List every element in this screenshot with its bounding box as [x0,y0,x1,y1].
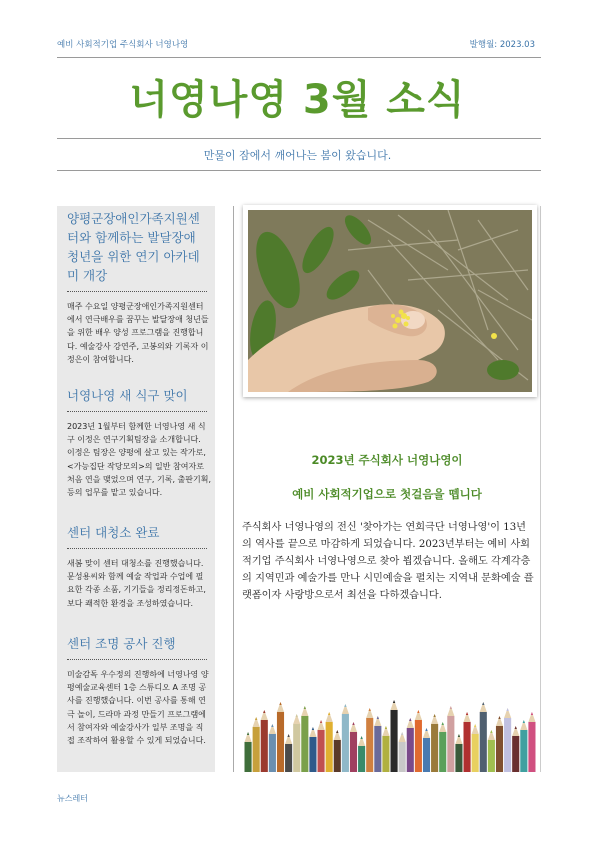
pencil [415,720,422,772]
pencil-lead [312,727,314,730]
dotted-divider [67,659,207,660]
pencil-lead [401,732,403,735]
sidebar-article-lighting [67,634,211,747]
subtitle-bottom-divider [57,170,541,171]
main-article-text: 주식회사 너영나영의 전신 '찾아가는 연희극단 너영나영'이 13년의 역사를 끝으로 마감하게 되었습니다. 2023년부터는 예비 사회적기업 주식회사 너영나영으로 찾아 뵙겠습니다. 올해도 각계각층의 지역민과 예술가를 만나 시민예술을 펼치는 지역내 문화예술 플랫폼이자 사랑방으로서 최선을 다하겠습니다. [242,522,534,601]
pencil-lead [336,730,338,733]
sidebar-article-academy [67,209,211,366]
pencil-lead [328,712,330,715]
pencil [293,724,300,772]
pencil-lead [369,708,371,711]
sidebar-article-cleaning [67,523,211,610]
sidebar [57,206,215,772]
pencil-lead [393,700,395,703]
pencil-lead [263,710,265,713]
sidebar-body: 2023년 1월부터 함께한 너영나영 새 식구 이정은 연구기획팀장을 소개합니다. 이정은 팀장은 양평에 살고 있는 작가로, <가능집단 작당모의>의 일반 참여자로 처음 연을 맺었으며 연구, 기록, 출판기획, 등의 업무를 맡고 있습니다. [67,422,211,498]
pencil [269,734,276,772]
sidebar-heading: 센터 조명 공사 진행 [67,636,176,651]
sidebar-heading: 양평군장애인가족지원센터와 함께하는 발달장애 청년을 위한 연기 아카데미 개강 [67,211,200,283]
pencil-lead [515,726,517,729]
pencil-lead [433,714,435,717]
pencil [253,727,260,772]
pencil [528,722,535,772]
pencil-lead [506,708,508,711]
pencil [520,730,527,772]
pencil-lead [417,710,419,713]
pencil [245,742,252,772]
pencil-lead [377,716,379,719]
pencil [455,744,462,772]
photo-frame [243,205,537,397]
pencil [431,724,438,772]
pencil [399,742,406,772]
pencil-lead [255,717,257,720]
pencil [423,738,430,772]
pencil-lead [247,732,249,735]
newsletter-subtitle: 만물이 잠에서 깨어나는 봄이 왔습니다. [203,149,392,162]
pencil [504,718,511,772]
pencil [496,726,503,772]
subtitle-top-divider [57,138,541,139]
pencil [382,736,389,772]
pencil-lead [296,714,298,717]
sidebar-heading: 너영나영 새 식구 맞이 [67,388,188,403]
pencil [512,736,519,772]
pencil [488,740,495,772]
pencil [480,712,487,772]
pencil [439,732,446,772]
footer-label: 뉴스레터 [57,794,88,803]
pencil [350,732,357,772]
pencil [309,737,316,772]
newsletter-title: 너영나영 3월 소식 [129,77,466,123]
sidebar-article-new-member [67,386,211,499]
header-issue-date: 발행월: 2023.03 [469,40,535,50]
pencil-lead [425,728,427,731]
pencil [391,710,398,772]
pencil-lead [409,718,411,721]
pencil [285,744,292,772]
sidebar-body: 매주 수요일 양평군장애인가족지원센터에서 연극배우를 꿈꾸는 발달장애 청년들을 위한 배우 양성 프로그램을 진행합니다. 예술강사 강연주, 고봉의와 기록자 이정은이 참여합니다. [67,302,209,364]
pencil [447,716,454,772]
dotted-divider [67,291,207,292]
right-margin-line [540,206,541,772]
pencil [277,712,284,772]
pencil-lead [304,706,306,709]
pencil [358,746,365,772]
pencil [366,718,373,772]
pencil [342,714,349,772]
sidebar-heading: 센터 대청소 완료 [67,525,160,540]
pencil-lead [523,720,525,723]
main-headline-line2: 예비 사회적기업으로 첫걸음을 뗍니다 [292,487,482,501]
hand-holding-yellow-flower-photo [248,210,532,392]
pencil-lead [344,704,346,707]
pencil [261,720,268,772]
pencil [472,734,479,772]
pencil-lead [450,706,452,709]
main-headline-line1: 2023년 주식회사 너영나영이 [311,453,463,467]
pencil-lead [531,712,533,715]
pencil [334,740,341,772]
pencil-lead [498,716,500,719]
pencil-lead [385,726,387,729]
pencil-lead [482,702,484,705]
pencil [374,726,381,772]
pencil-lead [271,724,273,727]
pencil [301,716,308,772]
sidebar-body: 미술감독 우수정의 진행하에 너영나영 양평예술교육센터 1층 스튜디오 A 조명 공사를 진행했습니다. 이번 공사를 통해 연극 놀이, 드라마 과정 만들기 프로그램에서 참여자와 예술강사가 일부 조명을 직접 조작하여 활용할 수 있게 되었습니다. [67,670,209,746]
pencil-lead [352,722,354,725]
pencil [326,722,333,772]
sidebar-body: 새봄 맞이 센터 대청소를 진행했습니다. 문성용씨와 함께 예술 작업과 수업에 필요한 각종 소품, 기기들을 정리정돈하고, 보다 쾌적한 환경을 조성하였습니다. [67,559,206,608]
colored-pencils-decoration [244,690,536,772]
pencil [318,730,325,772]
pencil-lead [442,722,444,725]
dotted-divider [67,548,207,549]
pencil-lead [474,724,476,727]
header-divider [57,57,541,58]
pencil-lead [466,712,468,715]
pencil-lead [320,720,322,723]
pencil-lead [279,702,281,705]
pencil [407,728,414,772]
pencil [464,722,471,772]
pencil-lead [490,730,492,733]
pencil-lead [458,734,460,737]
pencil-lead [287,734,289,737]
pencil-lead [360,736,362,739]
dotted-divider [67,411,207,412]
header-organization: 예비 사회적기업 주식회사 너영나영 [57,40,189,50]
